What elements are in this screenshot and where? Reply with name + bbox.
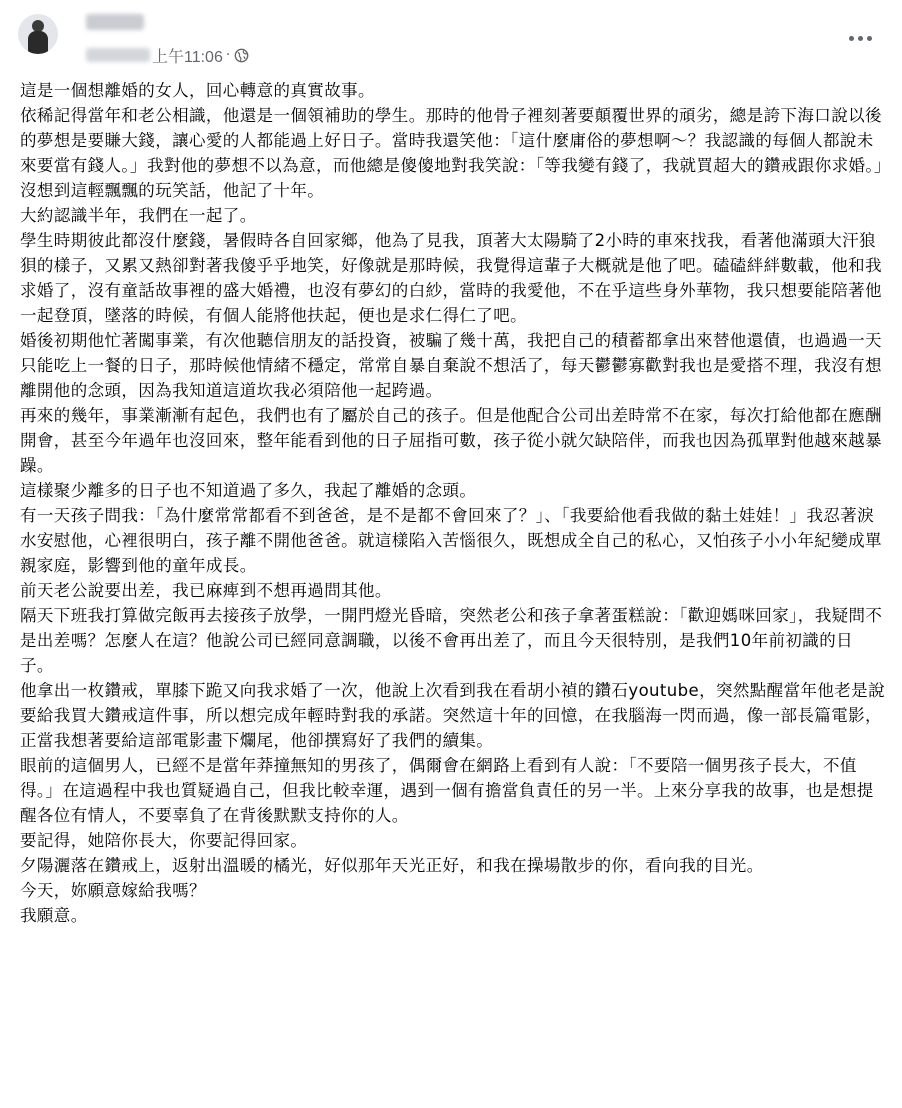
more-dot-icon <box>867 36 872 41</box>
post-paragraph: 夕陽灑落在鑽戒上，返射出溫暖的橘光，好似那年天光正好，和我在操場散步的你，看向我的目光。 <box>20 856 764 875</box>
more-dot-icon <box>849 36 854 41</box>
post-paragraph: 我願意。 <box>20 906 88 925</box>
post-paragraph: 沒想到這輕飄飄的玩笑話，他記了十年。 <box>20 181 325 200</box>
post-meta <box>86 44 249 66</box>
post-paragraph: 這是一個想離婚的女人，回心轉意的真實故事。 <box>20 81 375 100</box>
post-paragraph: 這樣聚少離多的日子也不知道過了多久，我起了離婚的念頭。 <box>20 481 477 500</box>
post-paragraph: 有一天孩子問我：「為什麼常常都看不到爸爸，是不是都不會回來了？」、「我要給他看我做的黏土娃娃！」我忍著淚水安慰他，心裡很明白，孩子離不開他爸爸。就這樣陷入苦惱很久，既想成全自己的私心，又怕孩子小小年紀變成單親家庭，影響到他的童年成長。 <box>20 506 882 575</box>
post-timestamp[interactable]: 上午11:06 <box>152 48 223 66</box>
post-paragraph: 隔天下班我打算做完飯再去接孩子放學，一開門燈光昏暗，突然老公和孩子拿著蛋糕說：「歡迎媽咪回家」，我疑問不是出差嗎？怎麼人在這？他說公司已經同意調職，以後不會再出差了，而且今天很特別，是我們10年前初識的日子。 <box>20 606 883 675</box>
post-paragraph: 今天，妳願意嫁給我嗎？ <box>20 881 206 900</box>
more-dot-icon <box>858 36 863 41</box>
post-paragraph: 學生時期彼此都沒什麼錢，暑假時各自回家鄉，他為了見我，頂著大太陽騎了2小時的車來找我，看著他滿頭大汗狼狽的樣子，又累又熱卻對著我傻乎乎地笑，好像就是那時候，我覺得這輩子大概就是他了吧。磕磕絆絆數載，他和我求婚了，沒有童話故事裡的盛大婚禮，也沒有夢幻的白紗，當時的我愛他，不在乎這些身外華物，我只想要能陪著他一起登頂，墜落的時候，有個人能將他扶起，便也是求仁得仁了吧。 <box>20 231 882 325</box>
post-body <box>20 78 891 928</box>
post-paragraph: 前天老公說要出差，我已麻痺到不想再過問其他。 <box>20 581 392 600</box>
post-header <box>0 0 902 78</box>
meta-separator: · <box>225 47 231 63</box>
post-paragraph: 要記得，她陪你長大，你要記得回家。 <box>20 831 308 850</box>
avatar[interactable] <box>18 14 58 54</box>
author-name-blurred[interactable] <box>86 14 144 30</box>
more-options-button[interactable] <box>842 26 878 50</box>
post-paragraph: 依稀記得當年和老公相識，他還是一個領補助的學生。那時的他骨子裡刻著要顛覆世界的頑劣，總是誇下海口說以後的夢想是要賺大錢，讓心愛的人都能過上好日子。當時我還笑他：「這什麼庸俗的夢想啊～？我認識的每個人都說未來要當有錢人。」我對他的夢想不以為意，而他總是傻傻地對我笑說：「等我變有錢了，我就買超大的鑽戒跟你求婚。」 <box>20 106 891 175</box>
post-paragraph: 他拿出一枚鑽戒，單膝下跪又向我求婚了一次，他說上次看到我在看胡小禎的鑽石youtube，突然點醒當年他老是說要給我買大鑽戒這件事，所以想完成年輕時對我的承諾。突然這十年的回憶，在我腦海一閃而過，像一部長篇電影，正當我想著要給這部電影畫下爛尾，他卻撰寫好了我們的續集。 <box>20 681 885 750</box>
post-paragraph: 大約認識半年，我們在一起了。 <box>20 206 257 225</box>
post-paragraph: 再來的幾年，事業漸漸有起色，我們也有了屬於自己的孩子。但是他配合公司出差時常不在家，每次打給他都在應酬開會，甚至今年過年也沒回來，整年能看到他的日子屈指可數，孩子從小就欠缺陪伴，而我也因為孤單對他越來越暴躁。 <box>20 406 882 475</box>
globe-icon[interactable] <box>234 48 249 63</box>
post-paragraph: 眼前的這個男人，已經不是當年莽撞無知的男孩了，偶爾會在網路上看到有人說：「不要陪一個男孩子長大，不值得。」在這過程中我也質疑過自己，但我比較幸運，遇到一個有擔當負責任的另一半。上來分享我的故事，也是想提醒各位有情人，不要辜負了在背後默默支持你的人。 <box>20 756 874 825</box>
post-paragraph: 婚後初期他忙著闖事業，有次他聽信朋友的話投資，被騙了幾十萬，我把自己的積蓄都拿出來替他還債，也過過一天只能吃上一餐的日子，那時候他情緒不穩定，常常自暴自棄說不想活了，每天鬱鬱寡歡對我也是愛搭不理，我沒有想離開他的念頭，因為我知道這道坎我必須陪他一起跨過。 <box>20 331 882 400</box>
meta-blurred-text <box>86 48 150 62</box>
avatar-figure-body <box>28 31 48 54</box>
